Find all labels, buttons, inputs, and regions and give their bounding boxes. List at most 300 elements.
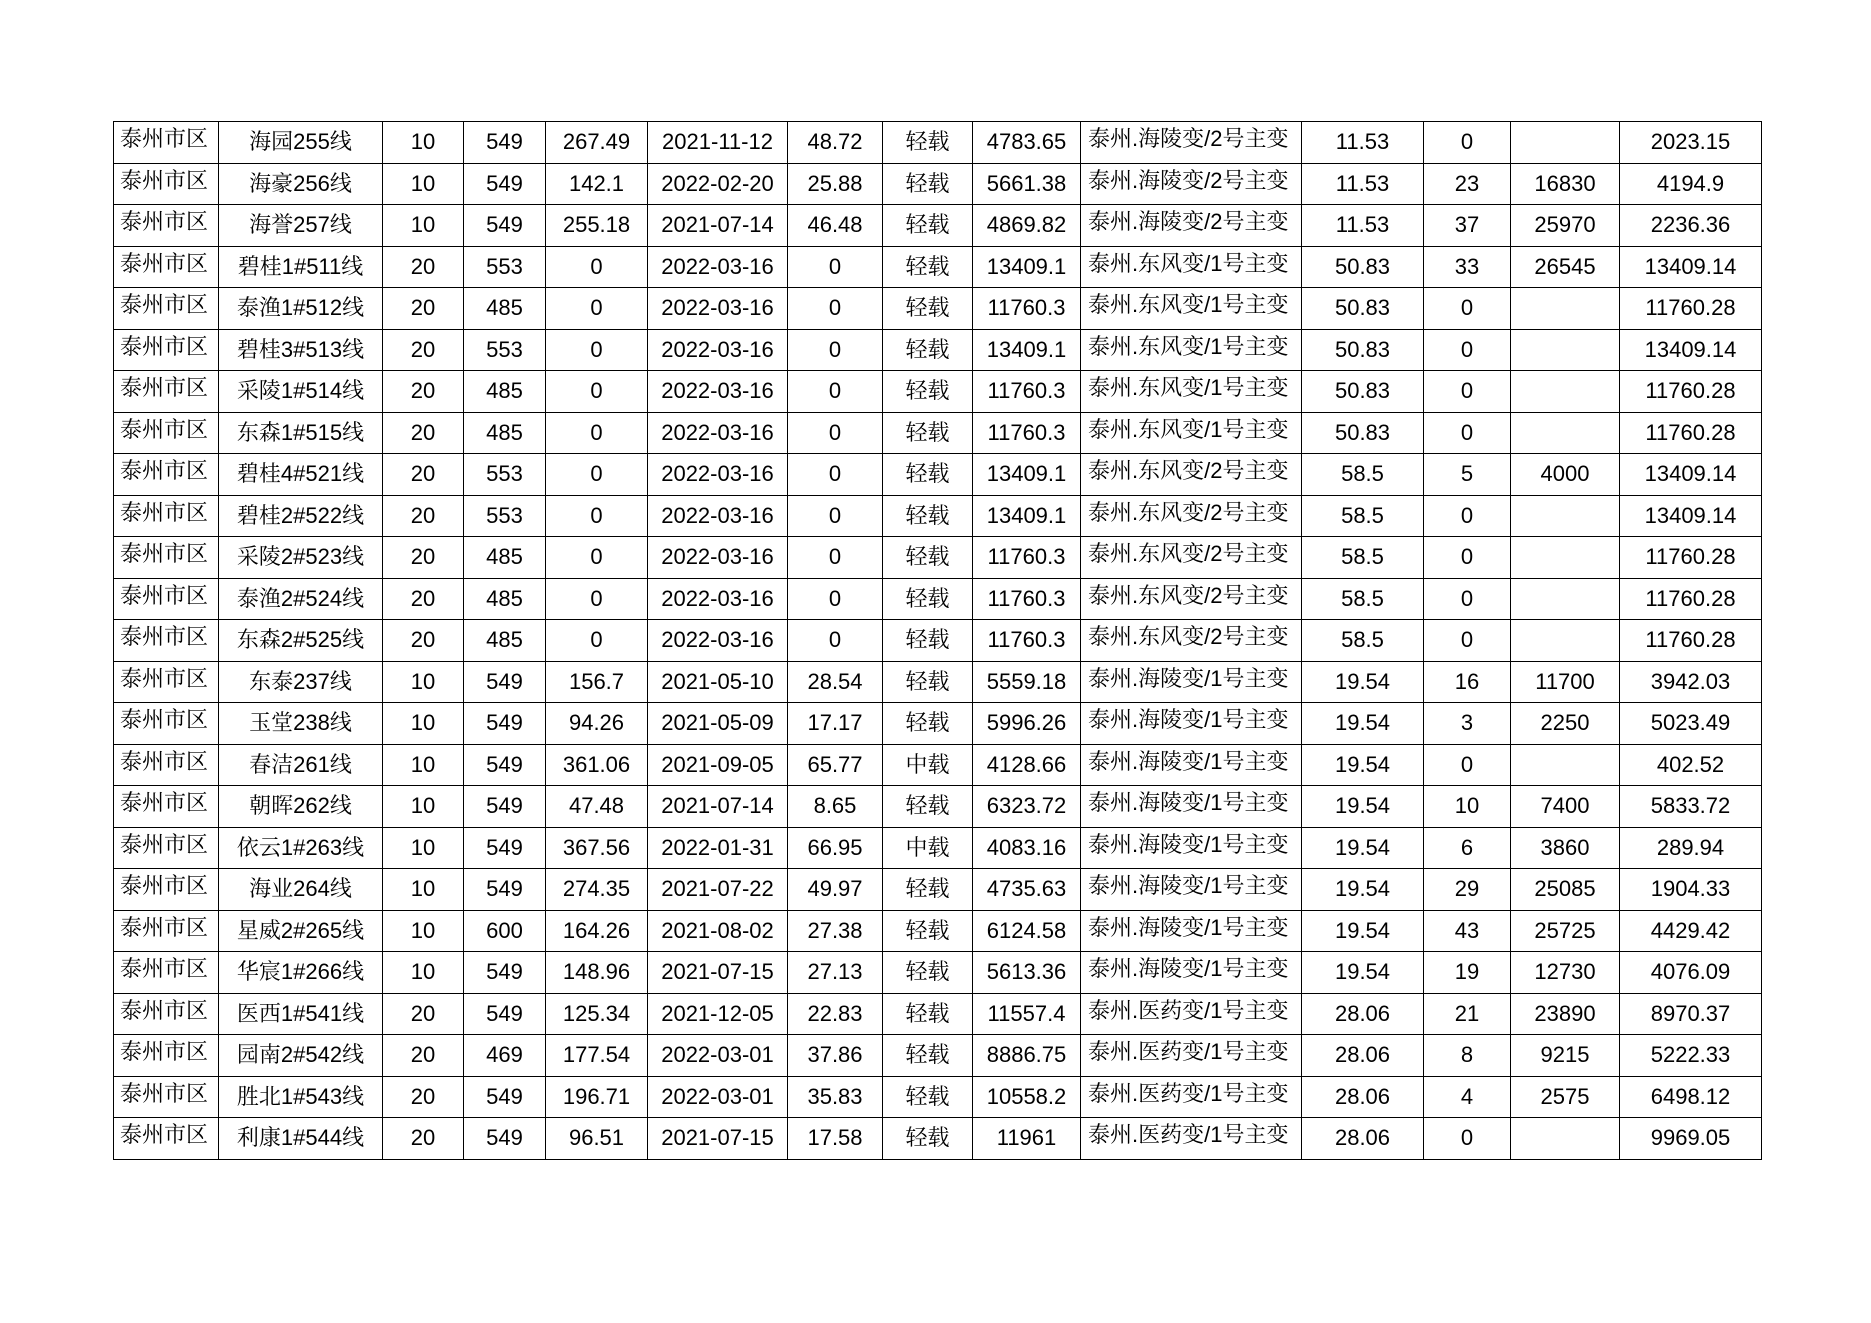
voltage-cell: 10: [383, 703, 464, 745]
installed-capacity-cell: [1511, 122, 1620, 164]
load-rate-cell: 8.65: [788, 786, 883, 828]
substation-cell: 泰州.东风变/1号主变: [1081, 288, 1302, 330]
table-body: [114, 122, 1762, 1160]
available-capacity-cell: 6323.72: [973, 786, 1081, 828]
load-status-cell: 轻载: [883, 661, 973, 703]
available-capacity-cell: 11760.3: [973, 578, 1081, 620]
date-cell: 2022-03-16: [648, 537, 788, 579]
voltage-cell: 20: [383, 1118, 464, 1160]
load-rate-cell: 48.72: [788, 122, 883, 164]
district-cell: 泰州市区: [114, 869, 219, 911]
feeder-name-cell: 海业264线: [219, 869, 383, 911]
date-cell: 2022-03-01: [648, 1035, 788, 1077]
feeder-name-cell: 胜北1#543线: [219, 1076, 383, 1118]
load-rate-cell: 0: [788, 620, 883, 662]
feeder-name-cell: 园南2#542线: [219, 1035, 383, 1077]
capacity-cell: 485: [464, 578, 546, 620]
current-cell: 0: [546, 246, 648, 288]
district-cell: 泰州市区: [114, 786, 219, 828]
load-rate-cell: 0: [788, 578, 883, 620]
current-cell: 96.51: [546, 1118, 648, 1160]
feeder-name-cell: 玉堂238线: [219, 703, 383, 745]
installed-capacity-cell: 9215: [1511, 1035, 1620, 1077]
table-row: [114, 869, 1762, 911]
load-rate-cell: 0: [788, 246, 883, 288]
remaining-capacity-cell: 13409.14: [1620, 329, 1762, 371]
feeder-load-table: [113, 121, 1762, 1160]
date-cell: 2021-12-05: [648, 993, 788, 1035]
table-row: [114, 661, 1762, 703]
table-row: [114, 1035, 1762, 1077]
installed-capacity-cell: [1511, 495, 1620, 537]
installed-capacity-cell: [1511, 744, 1620, 786]
available-capacity-cell: 8886.75: [973, 1035, 1081, 1077]
capacity-cell: 553: [464, 246, 546, 288]
remaining-capacity-cell: 9969.05: [1620, 1118, 1762, 1160]
count-cell: 10: [1424, 786, 1511, 828]
table-row: [114, 495, 1762, 537]
count-cell: 33: [1424, 246, 1511, 288]
voltage-cell: 10: [383, 661, 464, 703]
date-cell: 2021-07-15: [648, 952, 788, 994]
voltage-cell: 20: [383, 412, 464, 454]
feeder-name-cell: 泰渔2#524线: [219, 578, 383, 620]
feeder-name-cell: 朝晖262线: [219, 786, 383, 828]
date-cell: 2022-03-16: [648, 454, 788, 496]
voltage-cell: 20: [383, 578, 464, 620]
count-cell: 6: [1424, 827, 1511, 869]
load-status-cell: 轻载: [883, 993, 973, 1035]
count-cell: 0: [1424, 288, 1511, 330]
district-cell: 泰州市区: [114, 578, 219, 620]
load-status-cell: 轻载: [883, 703, 973, 745]
remaining-capacity-cell: 6498.12: [1620, 1076, 1762, 1118]
load-status-cell: 轻载: [883, 495, 973, 537]
transformer-rate-cell: 19.54: [1302, 661, 1424, 703]
substation-cell: 泰州.医药变/1号主变: [1081, 1076, 1302, 1118]
table-row: [114, 246, 1762, 288]
remaining-capacity-cell: 289.94: [1620, 827, 1762, 869]
available-capacity-cell: 5661.38: [973, 163, 1081, 205]
installed-capacity-cell: 25085: [1511, 869, 1620, 911]
load-rate-cell: 66.95: [788, 827, 883, 869]
date-cell: 2022-03-16: [648, 412, 788, 454]
voltage-cell: 10: [383, 786, 464, 828]
count-cell: 8: [1424, 1035, 1511, 1077]
date-cell: 2022-03-16: [648, 620, 788, 662]
capacity-cell: 485: [464, 288, 546, 330]
transformer-rate-cell: 50.83: [1302, 371, 1424, 413]
feeder-name-cell: 东森2#525线: [219, 620, 383, 662]
voltage-cell: 10: [383, 827, 464, 869]
transformer-rate-cell: 11.53: [1302, 163, 1424, 205]
count-cell: 29: [1424, 869, 1511, 911]
count-cell: 5: [1424, 454, 1511, 496]
substation-cell: 泰州.海陵变/1号主变: [1081, 786, 1302, 828]
substation-cell: 泰州.海陵变/1号主变: [1081, 910, 1302, 952]
transformer-rate-cell: 11.53: [1302, 122, 1424, 164]
current-cell: 0: [546, 620, 648, 662]
load-rate-cell: 17.17: [788, 703, 883, 745]
date-cell: 2021-07-22: [648, 869, 788, 911]
substation-cell: 泰州.医药变/1号主变: [1081, 1035, 1302, 1077]
table-row: [114, 578, 1762, 620]
installed-capacity-cell: [1511, 578, 1620, 620]
count-cell: 0: [1424, 412, 1511, 454]
transformer-rate-cell: 11.53: [1302, 205, 1424, 247]
capacity-cell: 553: [464, 329, 546, 371]
count-cell: 43: [1424, 910, 1511, 952]
remaining-capacity-cell: 3942.03: [1620, 661, 1762, 703]
installed-capacity-cell: [1511, 412, 1620, 454]
table-row: [114, 163, 1762, 205]
remaining-capacity-cell: 11760.28: [1620, 288, 1762, 330]
table-row: [114, 910, 1762, 952]
remaining-capacity-cell: 1904.33: [1620, 869, 1762, 911]
date-cell: 2021-05-10: [648, 661, 788, 703]
available-capacity-cell: 4735.63: [973, 869, 1081, 911]
voltage-cell: 10: [383, 910, 464, 952]
date-cell: 2021-11-12: [648, 122, 788, 164]
table-row: [114, 205, 1762, 247]
voltage-cell: 20: [383, 1076, 464, 1118]
district-cell: 泰州市区: [114, 993, 219, 1035]
count-cell: 0: [1424, 537, 1511, 579]
current-cell: 164.26: [546, 910, 648, 952]
capacity-cell: 549: [464, 744, 546, 786]
date-cell: 2021-09-05: [648, 744, 788, 786]
remaining-capacity-cell: 8970.37: [1620, 993, 1762, 1035]
load-status-cell: 轻载: [883, 329, 973, 371]
remaining-capacity-cell: 11760.28: [1620, 537, 1762, 579]
district-cell: 泰州市区: [114, 288, 219, 330]
load-status-cell: 轻载: [883, 1118, 973, 1160]
voltage-cell: 20: [383, 371, 464, 413]
feeder-name-cell: 华宸1#266线: [219, 952, 383, 994]
installed-capacity-cell: 25725: [1511, 910, 1620, 952]
table-row: [114, 1118, 1762, 1160]
load-rate-cell: 0: [788, 412, 883, 454]
feeder-name-cell: 碧桂1#511线: [219, 246, 383, 288]
current-cell: 0: [546, 454, 648, 496]
count-cell: 4: [1424, 1076, 1511, 1118]
voltage-cell: 20: [383, 495, 464, 537]
table-row: [114, 703, 1762, 745]
substation-cell: 泰州.海陵变/2号主变: [1081, 205, 1302, 247]
substation-cell: 泰州.海陵变/1号主变: [1081, 661, 1302, 703]
count-cell: 0: [1424, 329, 1511, 371]
count-cell: 0: [1424, 371, 1511, 413]
count-cell: 0: [1424, 1118, 1511, 1160]
current-cell: 0: [546, 412, 648, 454]
transformer-rate-cell: 19.54: [1302, 910, 1424, 952]
remaining-capacity-cell: 4429.42: [1620, 910, 1762, 952]
feeder-name-cell: 春洁261线: [219, 744, 383, 786]
voltage-cell: 20: [383, 454, 464, 496]
voltage-cell: 20: [383, 620, 464, 662]
load-rate-cell: 17.58: [788, 1118, 883, 1160]
substation-cell: 泰州.东风变/1号主变: [1081, 412, 1302, 454]
feeder-name-cell: 碧桂4#521线: [219, 454, 383, 496]
load-rate-cell: 27.13: [788, 952, 883, 994]
load-rate-cell: 0: [788, 495, 883, 537]
voltage-cell: 10: [383, 205, 464, 247]
voltage-cell: 20: [383, 537, 464, 579]
substation-cell: 泰州.海陵变/1号主变: [1081, 744, 1302, 786]
district-cell: 泰州市区: [114, 952, 219, 994]
transformer-rate-cell: 28.06: [1302, 1076, 1424, 1118]
table-row: [114, 1076, 1762, 1118]
load-status-cell: 轻载: [883, 910, 973, 952]
remaining-capacity-cell: 11760.28: [1620, 412, 1762, 454]
district-cell: 泰州市区: [114, 661, 219, 703]
transformer-rate-cell: 50.83: [1302, 288, 1424, 330]
installed-capacity-cell: 26545: [1511, 246, 1620, 288]
available-capacity-cell: 10558.2: [973, 1076, 1081, 1118]
load-rate-cell: 37.86: [788, 1035, 883, 1077]
current-cell: 0: [546, 537, 648, 579]
table-row: [114, 827, 1762, 869]
remaining-capacity-cell: 13409.14: [1620, 454, 1762, 496]
count-cell: 0: [1424, 744, 1511, 786]
current-cell: 361.06: [546, 744, 648, 786]
load-rate-cell: 35.83: [788, 1076, 883, 1118]
date-cell: 2022-03-16: [648, 288, 788, 330]
available-capacity-cell: 13409.1: [973, 246, 1081, 288]
installed-capacity-cell: 23890: [1511, 993, 1620, 1035]
transformer-rate-cell: 50.83: [1302, 246, 1424, 288]
transformer-rate-cell: 19.54: [1302, 869, 1424, 911]
count-cell: 0: [1424, 620, 1511, 662]
voltage-cell: 20: [383, 993, 464, 1035]
substation-cell: 泰州.东风变/2号主变: [1081, 495, 1302, 537]
feeder-name-cell: 东泰237线: [219, 661, 383, 703]
available-capacity-cell: 13409.1: [973, 495, 1081, 537]
installed-capacity-cell: 2575: [1511, 1076, 1620, 1118]
date-cell: 2021-08-02: [648, 910, 788, 952]
load-rate-cell: 49.97: [788, 869, 883, 911]
current-cell: 0: [546, 371, 648, 413]
remaining-capacity-cell: 5833.72: [1620, 786, 1762, 828]
district-cell: 泰州市区: [114, 163, 219, 205]
remaining-capacity-cell: 11760.28: [1620, 578, 1762, 620]
installed-capacity-cell: [1511, 537, 1620, 579]
available-capacity-cell: 5613.36: [973, 952, 1081, 994]
feeder-name-cell: 医西1#541线: [219, 993, 383, 1035]
table-row: [114, 620, 1762, 662]
capacity-cell: 549: [464, 163, 546, 205]
date-cell: 2022-03-16: [648, 329, 788, 371]
remaining-capacity-cell: 11760.28: [1620, 371, 1762, 413]
load-status-cell: 轻载: [883, 1076, 973, 1118]
installed-capacity-cell: 16830: [1511, 163, 1620, 205]
remaining-capacity-cell: 13409.14: [1620, 246, 1762, 288]
substation-cell: 泰州.海陵变/1号主变: [1081, 827, 1302, 869]
date-cell: 2021-07-14: [648, 205, 788, 247]
installed-capacity-cell: 3860: [1511, 827, 1620, 869]
count-cell: 0: [1424, 122, 1511, 164]
voltage-cell: 10: [383, 869, 464, 911]
district-cell: 泰州市区: [114, 1035, 219, 1077]
substation-cell: 泰州.东风变/2号主变: [1081, 578, 1302, 620]
load-status-cell: 轻载: [883, 578, 973, 620]
installed-capacity-cell: [1511, 371, 1620, 413]
load-rate-cell: 0: [788, 537, 883, 579]
available-capacity-cell: 5559.18: [973, 661, 1081, 703]
capacity-cell: 549: [464, 122, 546, 164]
table-row: [114, 952, 1762, 994]
available-capacity-cell: 11760.3: [973, 371, 1081, 413]
available-capacity-cell: 13409.1: [973, 454, 1081, 496]
table-row: [114, 122, 1762, 164]
substation-cell: 泰州.海陵变/1号主变: [1081, 703, 1302, 745]
date-cell: 2022-03-16: [648, 371, 788, 413]
current-cell: 267.49: [546, 122, 648, 164]
available-capacity-cell: 11760.3: [973, 288, 1081, 330]
remaining-capacity-cell: 11760.28: [1620, 620, 1762, 662]
current-cell: 125.34: [546, 993, 648, 1035]
installed-capacity-cell: [1511, 329, 1620, 371]
substation-cell: 泰州.东风变/2号主变: [1081, 454, 1302, 496]
substation-cell: 泰州.海陵变/2号主变: [1081, 122, 1302, 164]
district-cell: 泰州市区: [114, 329, 219, 371]
installed-capacity-cell: 12730: [1511, 952, 1620, 994]
installed-capacity-cell: [1511, 288, 1620, 330]
current-cell: 274.35: [546, 869, 648, 911]
capacity-cell: 485: [464, 412, 546, 454]
date-cell: 2021-07-14: [648, 786, 788, 828]
voltage-cell: 20: [383, 329, 464, 371]
substation-cell: 泰州.东风变/1号主变: [1081, 246, 1302, 288]
remaining-capacity-cell: 4076.09: [1620, 952, 1762, 994]
remaining-capacity-cell: 402.52: [1620, 744, 1762, 786]
date-cell: 2022-03-16: [648, 578, 788, 620]
date-cell: 2022-02-20: [648, 163, 788, 205]
district-cell: 泰州市区: [114, 122, 219, 164]
load-rate-cell: 0: [788, 288, 883, 330]
capacity-cell: 549: [464, 205, 546, 247]
capacity-cell: 549: [464, 661, 546, 703]
load-rate-cell: 65.77: [788, 744, 883, 786]
capacity-cell: 485: [464, 371, 546, 413]
table-row: [114, 786, 1762, 828]
table-row: [114, 288, 1762, 330]
table-row: [114, 744, 1762, 786]
count-cell: 16: [1424, 661, 1511, 703]
load-rate-cell: 0: [788, 329, 883, 371]
capacity-cell: 485: [464, 537, 546, 579]
available-capacity-cell: 11961: [973, 1118, 1081, 1160]
capacity-cell: 469: [464, 1035, 546, 1077]
substation-cell: 泰州.海陵变/1号主变: [1081, 952, 1302, 994]
voltage-cell: 10: [383, 744, 464, 786]
district-cell: 泰州市区: [114, 371, 219, 413]
voltage-cell: 20: [383, 1035, 464, 1077]
load-status-cell: 轻载: [883, 537, 973, 579]
capacity-cell: 549: [464, 703, 546, 745]
feeder-name-cell: 利康1#544线: [219, 1118, 383, 1160]
voltage-cell: 10: [383, 952, 464, 994]
feeder-name-cell: 依云1#263线: [219, 827, 383, 869]
count-cell: 0: [1424, 578, 1511, 620]
installed-capacity-cell: [1511, 620, 1620, 662]
available-capacity-cell: 11760.3: [973, 537, 1081, 579]
feeder-name-cell: 采陵1#514线: [219, 371, 383, 413]
available-capacity-cell: 5996.26: [973, 703, 1081, 745]
load-status-cell: 轻载: [883, 412, 973, 454]
load-rate-cell: 27.38: [788, 910, 883, 952]
district-cell: 泰州市区: [114, 744, 219, 786]
current-cell: 148.96: [546, 952, 648, 994]
substation-cell: 泰州.医药变/1号主变: [1081, 993, 1302, 1035]
load-status-cell: 中载: [883, 744, 973, 786]
load-status-cell: 中载: [883, 827, 973, 869]
table-row: [114, 371, 1762, 413]
feeder-name-cell: 海园255线: [219, 122, 383, 164]
load-status-cell: 轻载: [883, 163, 973, 205]
load-rate-cell: 46.48: [788, 205, 883, 247]
current-cell: 156.7: [546, 661, 648, 703]
available-capacity-cell: 6124.58: [973, 910, 1081, 952]
count-cell: 0: [1424, 495, 1511, 537]
date-cell: 2022-03-01: [648, 1076, 788, 1118]
current-cell: 47.48: [546, 786, 648, 828]
remaining-capacity-cell: 5222.33: [1620, 1035, 1762, 1077]
current-cell: 142.1: [546, 163, 648, 205]
load-status-cell: 轻载: [883, 371, 973, 413]
installed-capacity-cell: 25970: [1511, 205, 1620, 247]
current-cell: 255.18: [546, 205, 648, 247]
current-cell: 367.56: [546, 827, 648, 869]
installed-capacity-cell: 7400: [1511, 786, 1620, 828]
district-cell: 泰州市区: [114, 910, 219, 952]
remaining-capacity-cell: 5023.49: [1620, 703, 1762, 745]
district-cell: 泰州市区: [114, 454, 219, 496]
available-capacity-cell: 4869.82: [973, 205, 1081, 247]
count-cell: 37: [1424, 205, 1511, 247]
capacity-cell: 549: [464, 827, 546, 869]
substation-cell: 泰州.海陵变/1号主变: [1081, 869, 1302, 911]
feeder-name-cell: 采陵2#523线: [219, 537, 383, 579]
capacity-cell: 549: [464, 1118, 546, 1160]
district-cell: 泰州市区: [114, 537, 219, 579]
installed-capacity-cell: [1511, 1118, 1620, 1160]
count-cell: 21: [1424, 993, 1511, 1035]
transformer-rate-cell: 19.54: [1302, 744, 1424, 786]
capacity-cell: 553: [464, 495, 546, 537]
load-status-cell: 轻载: [883, 1035, 973, 1077]
substation-cell: 泰州.医药变/1号主变: [1081, 1118, 1302, 1160]
load-status-cell: 轻载: [883, 454, 973, 496]
available-capacity-cell: 11760.3: [973, 620, 1081, 662]
load-status-cell: 轻载: [883, 205, 973, 247]
current-cell: 0: [546, 288, 648, 330]
table-row: [114, 454, 1762, 496]
current-cell: 196.71: [546, 1076, 648, 1118]
date-cell: 2022-03-16: [648, 246, 788, 288]
substation-cell: 泰州.海陵变/2号主变: [1081, 163, 1302, 205]
transformer-rate-cell: 50.83: [1302, 329, 1424, 371]
current-cell: 177.54: [546, 1035, 648, 1077]
available-capacity-cell: 13409.1: [973, 329, 1081, 371]
district-cell: 泰州市区: [114, 495, 219, 537]
district-cell: 泰州市区: [114, 827, 219, 869]
load-status-cell: 轻载: [883, 620, 973, 662]
transformer-rate-cell: 58.5: [1302, 454, 1424, 496]
voltage-cell: 10: [383, 122, 464, 164]
date-cell: 2022-03-16: [648, 495, 788, 537]
voltage-cell: 20: [383, 246, 464, 288]
